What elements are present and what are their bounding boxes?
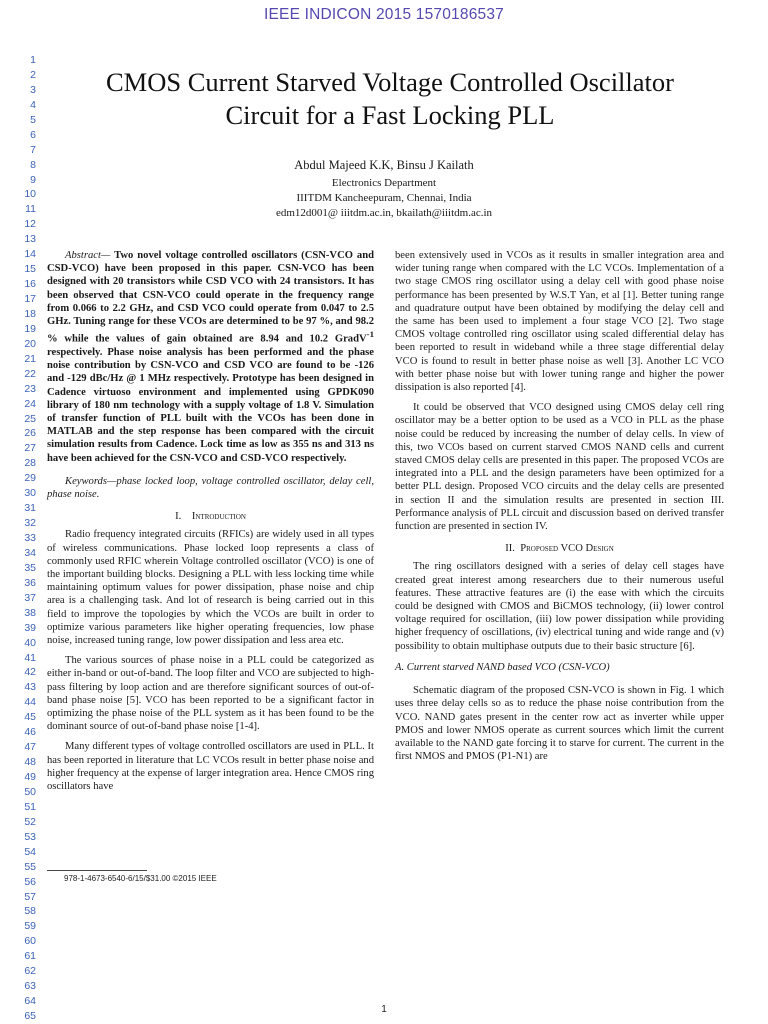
line-number: 2 [30,68,36,81]
line-number: 48 [24,756,36,769]
affiliation-emails: edm12d001@ iiitdm.ac.in, bkailath@iiitdm.ac.in [275,207,493,219]
paragraph: Radio frequency integrated circuits (RFICs) are widely used in all types of wireless communications. Phase locked loop represents a class of commonly used RFIC wherein Voltage controlled oscillator (VCO) is one of the important building blocks. Designing a PLL with less locking time while maintaining optimum values for power dissipation, phase noise and chip area is a challenging task. And lot of research is being carried out in this field to improve the topologies by which the VCOs are built in order to optimize various parameters like higher operating frequencies, low phase noise, increased tuning range, low power dissipation and less area etc. [47,529,374,647]
line-number: 1 [30,54,36,66]
line-number: 62 [24,965,36,978]
line-number: 56 [24,875,36,888]
line-number: 40 [24,636,36,649]
section-title: Proposed VCO Design [520,543,614,555]
line-number: 43 [24,681,36,694]
line-number: 39 [24,621,36,634]
line-number: 22 [24,367,36,380]
title-line: CMOS Current Starved Voltage Controlled Oscillator [106,67,674,97]
paragraph: been extensively used in VCOs as it results in smaller integration area and wider tuning range when compared with the LC VCOs. Implementation of a two stage CMOS ring oscillator using a delay cell with good phase noise performance has been presented by W.S.T Yan, et al [1]. Better tuning range and quadrature output have been obtained by modifying the delay cell and the same has been used to implement a four stage VCO [2]. Two stage CMOS voltage controlled ring oscillator using scaled differential delay has been reported to result in wideband while a three stage differential delay VCO is found to result in better phase noise as well [3]. Another LC VCO with better phase noise but with lower tuning range and higher the power dissipation is also reported [4]. [395,250,724,394]
abstract-text-cont: respectively. Phase noise analysis has been performed and the phase noise contribution by CSN-VCO and CSD VCO are found to be -126 and -129 dBc/Hz @ 1 MHz respectively. Prototype has been designed in Cadence virtuoso environment and implemented using GPDK090 library of 180 nm technology with a supply voltage of 1.8 V. Simulation of transfer function of PLL built with the VCOs has been done in MATLAB and the step response has been compared with the circuit simulation results from Cadence. Lock time as low as 355 ns and 313 ns have been achieved for the CSN-VCO and CSD-VCO respectively. [47,346,374,464]
line-number: 4 [30,98,36,111]
line-number: 57 [24,890,36,903]
abstract-text: Two novel voltage controlled oscillators (CSN-VCO and CSD-VCO) have been proposed in this paper. CSN-VCO has been designed with 20 transistors while CSD VCO with 24 transistors. It has been observed that CSN-VCO could operate in the frequency range from 0.066 to 2.2 GHz, and CSD VCO could operate from 0.047 to 2.5 GHz. Tuning range for these VCOs are determined to be 97 %, and 98.2 % while the values of gain obtained are 8.94 and 10.2 GradV [47,250,374,345]
affiliation-department: Electronics Department [331,177,437,189]
line-number: 23 [24,382,36,395]
line-number: 12 [24,218,36,231]
conference-banner: IEEE INDICON 2015 1570186537 [264,6,504,23]
section-heading [395,542,724,555]
author-list: Abdul Majeed K.K, Binsu J Kailath [294,158,474,172]
line-number: 15 [24,263,36,276]
line-number: 42 [24,666,36,679]
paragraph: Many different types of voltage controlled oscillators are used in PLL. It has been reported in literature that LC VCOs result in better phase noise and higher frequency at the expense of larger integration area. Hence CMOS ring oscillators have [47,741,374,793]
line-number: 14 [24,248,36,261]
line-number: 8 [30,158,36,171]
line-number: 52 [24,815,36,828]
line-number: 65 [24,1010,36,1022]
abstract-superscript: -1 [366,329,374,340]
line-number: 51 [24,800,36,813]
section-heading [47,510,374,523]
line-number: 24 [24,397,36,410]
line-number: 64 [24,995,36,1008]
line-number: 36 [24,576,36,589]
line-number: 5 [30,113,36,126]
title-line: Circuit for a Fast Locking PLL [225,100,555,130]
footnote-rule [47,870,147,871]
line-number: 59 [24,920,36,933]
line-number: 55 [24,860,36,873]
abstract [47,249,374,465]
line-number: 47 [24,741,36,754]
left-column [47,249,374,793]
line-number: 34 [24,546,36,559]
paragraph: The ring oscillators designed with a series of delay cell stages have created great interest among researchers due to their numerous useful features. These attractive features are (i) the ease with which the circuits could be designed with CMOS and BiCMOS technology, (ii) lower control voltage required for oscillation, (iii) low power dissipation while providing higher frequency of oscillations, (iv) electrical tuning and wide range and (v) possibility to obtain multiphase outputs due to their basic structure [6]. [395,561,724,652]
line-number: 54 [24,845,36,858]
line-number: 58 [24,905,36,918]
copyright-footnote: 978-1-4673-6540-6/15/$31.00 ©2015 IEEE [64,874,217,883]
line-number: 60 [24,935,36,948]
line-number: 16 [24,278,36,291]
line-number: 18 [24,307,36,320]
line-number: 6 [30,128,36,141]
line-number: 10 [24,188,36,201]
line-number: 27 [24,442,36,455]
line-number: 21 [24,352,36,365]
keywords: Keywords—phase locked loop, voltage controlled oscillator, delay cell, phase noise. [47,475,374,500]
line-number: 38 [24,606,36,619]
line-number: 44 [24,696,36,709]
paragraph: Schematic diagram of the proposed CSN-VCO is shown in Fig. 1 which uses three delay cells so as to reduce the phase noise contribution from the VCO. NAND gates present in the center row act as inverter while upper PMOS and lower NMOS operate as current sources which limit the current available to the NAND gate forcing it to starve for current. The current in the first NMOS and PMOS (P1-N1) are [395,685,724,763]
line-number: 31 [24,502,36,515]
section-number: II. [505,543,515,555]
line-number: 19 [24,322,36,335]
paragraph: The various sources of phase noise in a PLL could be categorized as either in-band or out-of-band. The loop filter and VCO are subjected to high-pass filtering by loop action and are therefore significant sources of out-of-band phase noise [5]. VCO has been reported to be a significant factor in optimizing the phase noise of the PLL system as it has been found to be the dominant source of out-of-band phase noise [1-4]. [47,655,374,733]
paragraph: It could be observed that VCO designed using CMOS delay cell ring oscillator may be a better option to be used as a VCO in PLL as the phase noise could be reduced by increasing the number of delay cells. In view of this, two VCOs based on current starved CMOS NAND cells and current staved CMOS delay cells are presented in this paper. The proposed VCOs are integrated into a PLL and the design parameters have been optimized for a better PLL design. Proposed VCO circuits and the delay cells are presented in section II and the simulation results are presented in section III. Performance analysis of PLL circuit and discussion based on derived transfer function are presented in section IV. [395,402,724,533]
section-title: Introduction [191,511,246,523]
line-number: 35 [24,561,36,574]
line-number: 63 [24,980,36,993]
line-number: 49 [24,771,36,783]
line-number: 33 [24,532,36,544]
section-number: I. [175,511,182,523]
paper-title [40,66,740,132]
line-number: 28 [24,457,36,470]
line-number: 32 [24,517,36,530]
line-number: 61 [24,950,36,963]
line-number: 46 [24,726,36,739]
line-number: 45 [24,711,36,724]
line-number: 26 [24,427,36,440]
line-number: 41 [24,651,36,664]
line-number: 13 [24,233,36,246]
line-number: 50 [24,785,36,798]
line-number: 17 [24,293,36,305]
line-number: 37 [24,591,36,604]
line-number: 20 [24,337,36,350]
line-number: 30 [24,487,36,500]
line-number: 7 [30,143,36,156]
subsection-heading: A. Current starved NAND based VCO (CSN-VCO) [395,661,610,673]
line-number: 29 [24,472,36,485]
affiliation-institute: IIITDM Kancheepuram, Chennai, India [296,192,472,204]
line-number: 9 [30,173,36,186]
line-number: 53 [24,830,36,843]
abstract-label: Abstract— [65,250,111,261]
right-column [395,249,724,763]
page-number: 1 [381,1004,387,1015]
line-number: 3 [30,83,36,96]
line-number: 11 [25,203,36,216]
line-number: 25 [24,412,36,425]
